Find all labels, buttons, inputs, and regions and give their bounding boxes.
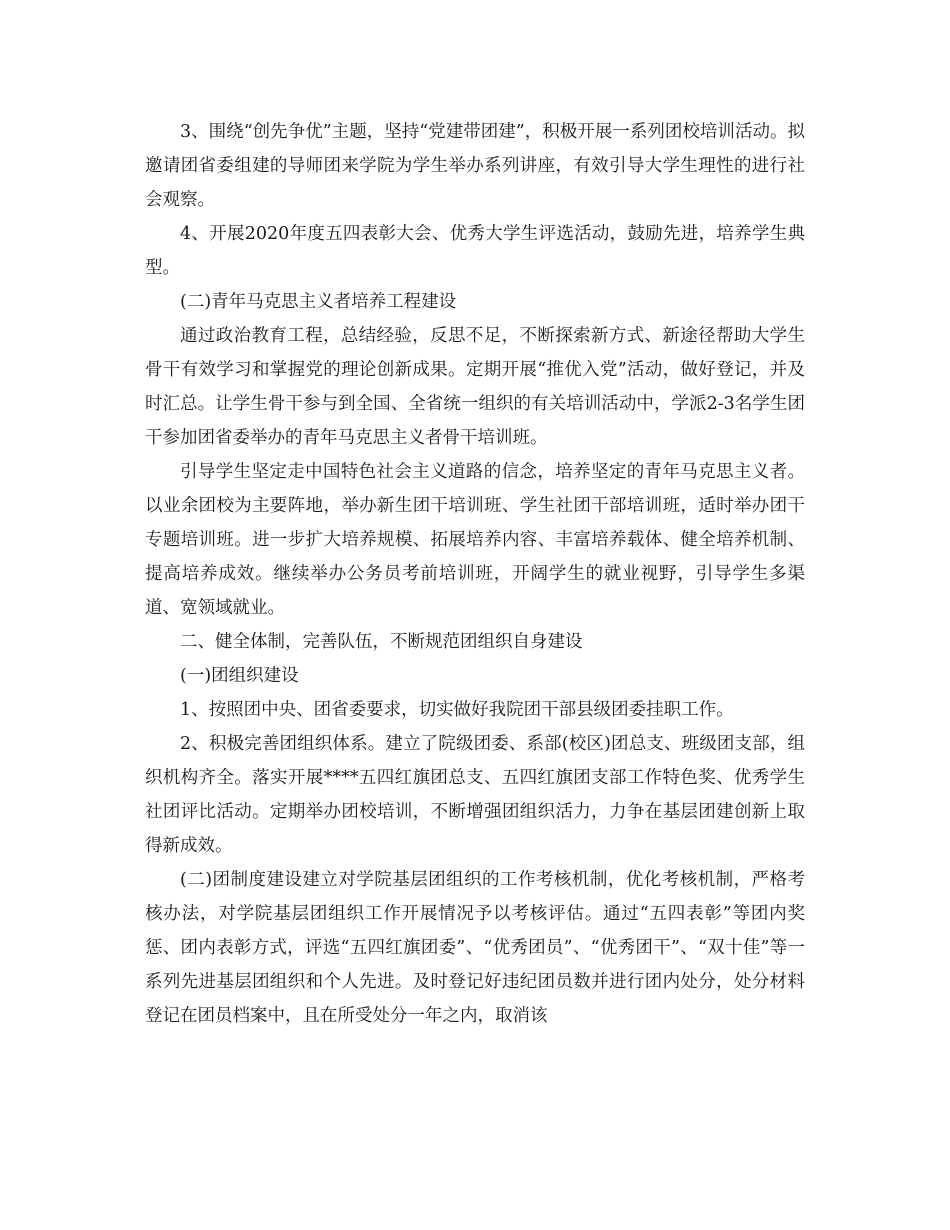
document-body [145, 115, 805, 1033]
paragraph-political-education: 通过政治教育工程，总结经验，反思不足，不断探索新方式、新途径帮助大学生骨干有效学习和掌握党的理论创新成果。定期开展“推优入党”活动，做好登记，并及时汇总。让学生骨干参与到全国、全省统一组织的有关培训活动中，学派2-3名学生团干参加团省委举办的青年马克思主义者骨干培训班。 [145, 326, 805, 448]
subsection-heading-league-organization: (一)团组织建设 [180, 666, 299, 686]
section-heading-marxist-training: (二)青年马克思主义者培养工程建设 [180, 292, 457, 312]
paragraph-may-fourth-awards: 4、开展2020年度五四表彰大会、优秀大学生评选活动，鼓励先进，培养学生典型。 [145, 224, 805, 278]
paragraph-socialist-path: 引导学生坚定走中国特色社会主义道路的信念，培养坚定的青年马克思主义者。以业余团校为主要阵地，举办新生团干培训班、学生社团干部培训班，适时举办团干专题培训班。进一步扩大培养规模、拓展培养内容、丰富培养载体、健全培养机制、提高培养成效。继续举办公务员考前培训班，开阔学生的就业视野，引导学生多渠道、宽领域就业。 [145, 462, 805, 618]
paragraph-organization-system: 2、积极完善团组织体系。建立了院级团委、系部(校区)团总支、班级团支部，组织机构齐全。落实开展****五四红旗团总支、五四红旗团支部工作特色奖、优秀学生社团评比活动。定期举办团校培训，不断增强团组织活力，力争在基层团建创新上取得新成效。 [145, 734, 805, 856]
paragraph-training-activities: 3、围绕“创先争优”主题，坚持“党建带团建”，积极开展一系列团校培训活动。拟邀请团省委组建的导师团来学院为学生举办系列讲座，有效引导大学生理性的进行社会观察。 [145, 122, 805, 210]
section-heading-organization-building: 二、健全体制，完善队伍，不断规范团组织自身建设 [180, 632, 583, 652]
paragraph-system-building: (二)团制度建设建立对学院基层团组织的工作考核机制，优化考核机制，严格考核办法，对学院基层团组织工作开展情况予以考核评估。通过“五四表彰”等团内奖惩、团内表彰方式，评选“五四红旗团委”、“优秀团员”、“优秀团干”、“双十佳”等一系列先进基层团组织和个人先进。及时登记好违纪团员数并进行团内处分，处分材料登记在团员档案中，且在所受处分一年之内，取消该 [145, 870, 805, 1026]
paragraph-county-posts: 1、按照团中央、团省委要求，切实做好我院团干部县级团委挂职工作。 [180, 700, 734, 720]
